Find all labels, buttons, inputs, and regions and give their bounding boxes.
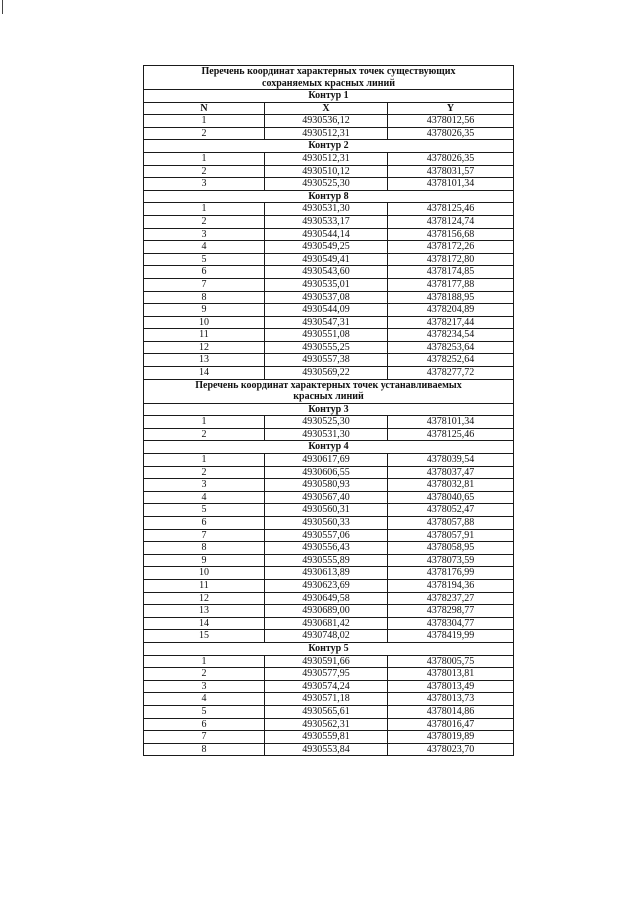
- point-number-cell: 7: [144, 529, 265, 542]
- table-row: [144, 517, 514, 530]
- x-coordinate-cell: 4930510,12: [265, 165, 388, 178]
- table-row: [144, 354, 514, 367]
- table-row: [144, 668, 514, 681]
- y-coordinate-cell: 4378304,77: [388, 617, 514, 630]
- y-coordinate-cell: 4378005,75: [388, 655, 514, 668]
- table-row: [144, 165, 514, 178]
- y-coordinate-cell: 4378172,26: [388, 241, 514, 254]
- y-coordinate-cell: 4378419,99: [388, 630, 514, 643]
- y-coordinate-cell: 4378012,56: [388, 115, 514, 128]
- section-title-line: Перечень координат характерных точек устанавливаемых: [195, 379, 462, 391]
- point-number-cell: 11: [144, 579, 265, 592]
- x-coordinate-cell: 4930547,31: [265, 316, 388, 329]
- contour-header-row: [144, 403, 514, 416]
- x-coordinate-cell: 4930623,69: [265, 579, 388, 592]
- table-row: [144, 529, 514, 542]
- table-row: [144, 479, 514, 492]
- point-number-cell: 2: [144, 668, 265, 681]
- contour-label: Контур 5: [144, 642, 514, 655]
- table-row: [144, 228, 514, 241]
- table-row: [144, 542, 514, 555]
- column-header: N: [144, 102, 265, 115]
- table-row: [144, 115, 514, 128]
- point-number-cell: 6: [144, 718, 265, 731]
- point-number-cell: 2: [144, 466, 265, 479]
- coordinates-table: [143, 65, 514, 756]
- x-coordinate-cell: 4930649,58: [265, 592, 388, 605]
- x-coordinate-cell: 4930525,30: [265, 178, 388, 191]
- y-coordinate-cell: 4378204,89: [388, 304, 514, 317]
- point-number-cell: 3: [144, 228, 265, 241]
- y-coordinate-cell: 4378039,54: [388, 454, 514, 467]
- table-row: [144, 705, 514, 718]
- y-coordinate-cell: 4378023,70: [388, 743, 514, 756]
- y-coordinate-cell: 4378013,49: [388, 680, 514, 693]
- x-coordinate-cell: 4930536,12: [265, 115, 388, 128]
- table-row: [144, 655, 514, 668]
- x-coordinate-cell: 4930549,41: [265, 253, 388, 266]
- point-number-cell: 5: [144, 705, 265, 718]
- y-coordinate-cell: 4378234,54: [388, 329, 514, 342]
- section-title-line: Перечень координат характерных точек существующих: [201, 66, 456, 77]
- scan-edge-mark: [2, 0, 3, 14]
- x-coordinate-cell: 4930565,61: [265, 705, 388, 718]
- x-coordinate-cell: 4930531,30: [265, 428, 388, 441]
- table-row: [144, 680, 514, 693]
- section-title: [144, 379, 514, 403]
- table-row: [144, 416, 514, 429]
- x-coordinate-cell: 4930577,95: [265, 668, 388, 681]
- x-coordinate-cell: 4930555,25: [265, 341, 388, 354]
- point-number-cell: 13: [144, 354, 265, 367]
- table-row: [144, 454, 514, 467]
- y-coordinate-cell: 4378058,95: [388, 542, 514, 555]
- coordinates-table-body: [144, 66, 514, 756]
- y-coordinate-cell: 4378101,34: [388, 416, 514, 429]
- point-number-cell: 5: [144, 253, 265, 266]
- table-row: [144, 367, 514, 380]
- y-coordinate-cell: 4378125,46: [388, 203, 514, 216]
- table-row: [144, 266, 514, 279]
- x-coordinate-cell: 4930557,06: [265, 529, 388, 542]
- table-row: [144, 127, 514, 140]
- x-coordinate-cell: 4930574,24: [265, 680, 388, 693]
- point-number-cell: 12: [144, 592, 265, 605]
- y-coordinate-cell: 4378176,99: [388, 567, 514, 580]
- x-coordinate-cell: 4930531,30: [265, 203, 388, 216]
- x-coordinate-cell: 4930569,22: [265, 367, 388, 380]
- contour-label: Контур 1: [144, 90, 514, 103]
- table-row: [144, 743, 514, 756]
- table-row: [144, 567, 514, 580]
- x-coordinate-cell: 4930512,31: [265, 127, 388, 140]
- y-coordinate-cell: 4378013,81: [388, 668, 514, 681]
- point-number-cell: 2: [144, 428, 265, 441]
- x-coordinate-cell: 4930537,08: [265, 291, 388, 304]
- x-coordinate-cell: 4930533,17: [265, 215, 388, 228]
- x-coordinate-cell: 4930535,01: [265, 278, 388, 291]
- point-number-cell: 9: [144, 304, 265, 317]
- x-coordinate-cell: 4930557,38: [265, 354, 388, 367]
- y-coordinate-cell: 4378019,89: [388, 731, 514, 744]
- y-coordinate-cell: 4378026,35: [388, 127, 514, 140]
- contour-header-row: [144, 441, 514, 454]
- table-row: [144, 152, 514, 165]
- x-coordinate-cell: 4930556,43: [265, 542, 388, 555]
- table-row: [144, 241, 514, 254]
- x-coordinate-cell: 4930580,93: [265, 479, 388, 492]
- contour-header-row: [144, 642, 514, 655]
- table-row: [144, 693, 514, 706]
- y-coordinate-cell: 4378188,95: [388, 291, 514, 304]
- y-coordinate-cell: 4378177,88: [388, 278, 514, 291]
- point-number-cell: 5: [144, 504, 265, 517]
- y-coordinate-cell: 4378217,44: [388, 316, 514, 329]
- x-coordinate-cell: 4930606,55: [265, 466, 388, 479]
- table-row: [144, 304, 514, 317]
- point-number-cell: 1: [144, 454, 265, 467]
- point-number-cell: 12: [144, 341, 265, 354]
- point-number-cell: 4: [144, 693, 265, 706]
- contour-label: Контур 2: [144, 140, 514, 153]
- point-number-cell: 7: [144, 278, 265, 291]
- table-row: [144, 253, 514, 266]
- y-coordinate-cell: 4378032,81: [388, 479, 514, 492]
- point-number-cell: 8: [144, 743, 265, 756]
- contour-label: Контур 8: [144, 190, 514, 203]
- x-coordinate-cell: 4930560,31: [265, 504, 388, 517]
- point-number-cell: 4: [144, 491, 265, 504]
- point-number-cell: 1: [144, 152, 265, 165]
- x-coordinate-cell: 4930567,40: [265, 491, 388, 504]
- table-row: [144, 579, 514, 592]
- table-row: [144, 466, 514, 479]
- point-number-cell: 1: [144, 115, 265, 128]
- table-row: [144, 504, 514, 517]
- table-row: [144, 630, 514, 643]
- table-row: [144, 428, 514, 441]
- point-number-cell: 11: [144, 329, 265, 342]
- y-coordinate-cell: 4378026,35: [388, 152, 514, 165]
- table-row: [144, 291, 514, 304]
- y-coordinate-cell: 4378253,64: [388, 341, 514, 354]
- contour-label: Контур 3: [144, 403, 514, 416]
- point-number-cell: 3: [144, 479, 265, 492]
- point-number-cell: 1: [144, 416, 265, 429]
- section-title-line: красных линий: [293, 391, 364, 403]
- point-number-cell: 4: [144, 241, 265, 254]
- x-coordinate-cell: 4930555,89: [265, 554, 388, 567]
- table-row: [144, 731, 514, 744]
- point-number-cell: 1: [144, 203, 265, 216]
- table-row: [144, 491, 514, 504]
- table-row: [144, 203, 514, 216]
- x-coordinate-cell: 4930613,89: [265, 567, 388, 580]
- y-coordinate-cell: 4378298,77: [388, 605, 514, 618]
- point-number-cell: 14: [144, 617, 265, 630]
- y-coordinate-cell: 4378174,85: [388, 266, 514, 279]
- y-coordinate-cell: 4378252,64: [388, 354, 514, 367]
- x-coordinate-cell: 4930544,14: [265, 228, 388, 241]
- x-coordinate-cell: 4930681,42: [265, 617, 388, 630]
- point-number-cell: 7: [144, 731, 265, 744]
- table-row: [144, 592, 514, 605]
- point-number-cell: 14: [144, 367, 265, 380]
- section-title-row: [144, 66, 514, 90]
- y-coordinate-cell: 4378101,34: [388, 178, 514, 191]
- section-title-row: [144, 379, 514, 403]
- table-row: [144, 316, 514, 329]
- table-row: [144, 278, 514, 291]
- point-number-cell: 3: [144, 178, 265, 191]
- table-row: [144, 215, 514, 228]
- x-coordinate-cell: 4930617,69: [265, 454, 388, 467]
- x-coordinate-cell: 4930551,08: [265, 329, 388, 342]
- point-number-cell: 2: [144, 165, 265, 178]
- x-coordinate-cell: 4930553,84: [265, 743, 388, 756]
- point-number-cell: 9: [144, 554, 265, 567]
- column-header-row: [144, 102, 514, 115]
- point-number-cell: 1: [144, 655, 265, 668]
- y-coordinate-cell: 4378125,46: [388, 428, 514, 441]
- contour-header-row: [144, 190, 514, 203]
- table-row: [144, 718, 514, 731]
- x-coordinate-cell: 4930748,02: [265, 630, 388, 643]
- y-coordinate-cell: 4378052,47: [388, 504, 514, 517]
- y-coordinate-cell: 4378156,68: [388, 228, 514, 241]
- x-coordinate-cell: 4930544,09: [265, 304, 388, 317]
- point-number-cell: 8: [144, 542, 265, 555]
- y-coordinate-cell: 4378057,91: [388, 529, 514, 542]
- point-number-cell: 2: [144, 215, 265, 228]
- y-coordinate-cell: 4378172,80: [388, 253, 514, 266]
- column-header: X: [265, 102, 388, 115]
- column-header: Y: [388, 102, 514, 115]
- x-coordinate-cell: 4930525,30: [265, 416, 388, 429]
- x-coordinate-cell: 4930689,00: [265, 605, 388, 618]
- point-number-cell: 13: [144, 605, 265, 618]
- y-coordinate-cell: 4378277,72: [388, 367, 514, 380]
- x-coordinate-cell: 4930562,31: [265, 718, 388, 731]
- x-coordinate-cell: 4930560,33: [265, 517, 388, 530]
- y-coordinate-cell: 4378124,74: [388, 215, 514, 228]
- point-number-cell: 6: [144, 266, 265, 279]
- x-coordinate-cell: 4930549,25: [265, 241, 388, 254]
- table-row: [144, 329, 514, 342]
- y-coordinate-cell: 4378237,27: [388, 592, 514, 605]
- point-number-cell: 15: [144, 630, 265, 643]
- y-coordinate-cell: 4378040,65: [388, 491, 514, 504]
- point-number-cell: 3: [144, 680, 265, 693]
- y-coordinate-cell: 4378014,86: [388, 705, 514, 718]
- y-coordinate-cell: 4378037,47: [388, 466, 514, 479]
- y-coordinate-cell: 4378031,57: [388, 165, 514, 178]
- x-coordinate-cell: 4930543,60: [265, 266, 388, 279]
- x-coordinate-cell: 4930512,31: [265, 152, 388, 165]
- section-title: [144, 66, 514, 90]
- contour-header-row: [144, 140, 514, 153]
- point-number-cell: 6: [144, 517, 265, 530]
- y-coordinate-cell: 4378194,36: [388, 579, 514, 592]
- table-row: [144, 178, 514, 191]
- point-number-cell: 8: [144, 291, 265, 304]
- point-number-cell: 2: [144, 127, 265, 140]
- x-coordinate-cell: 4930591,66: [265, 655, 388, 668]
- x-coordinate-cell: 4930571,18: [265, 693, 388, 706]
- y-coordinate-cell: 4378013,73: [388, 693, 514, 706]
- contour-label: Контур 4: [144, 441, 514, 454]
- contour-header-row: [144, 90, 514, 103]
- point-number-cell: 10: [144, 316, 265, 329]
- table-row: [144, 554, 514, 567]
- y-coordinate-cell: 4378057,88: [388, 517, 514, 530]
- x-coordinate-cell: 4930559,81: [265, 731, 388, 744]
- table-row: [144, 341, 514, 354]
- section-title-line: сохраняемых красных линий: [262, 77, 395, 89]
- y-coordinate-cell: 4378016,47: [388, 718, 514, 731]
- table-row: [144, 605, 514, 618]
- table-row: [144, 617, 514, 630]
- point-number-cell: 10: [144, 567, 265, 580]
- y-coordinate-cell: 4378073,59: [388, 554, 514, 567]
